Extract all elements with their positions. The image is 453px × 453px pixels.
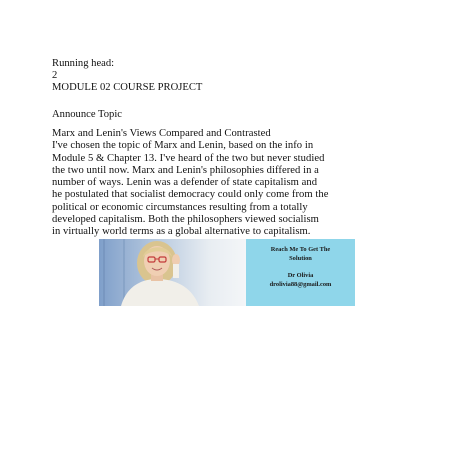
page-number: 2 [52, 70, 58, 81]
promo-banner[interactable] [99, 239, 355, 306]
document-header [52, 58, 202, 94]
body-line: number of ways. Lenin was a defender of state capitalism and [52, 177, 318, 189]
woman-photo-illustration [99, 239, 246, 306]
promo-line-1: Reach Me To Get The [270, 246, 331, 253]
contact-panel[interactable] [246, 239, 355, 306]
section-label: Announce Topic [52, 109, 122, 120]
contact-name: Dr Olivia [287, 272, 314, 279]
running-head: Running head: [52, 58, 115, 69]
body-line: developed capitalism. Both the philosophers viewed socialism [52, 214, 319, 226]
body-line: Marx and Lenin's Views Compared and Contrasted [52, 128, 271, 139]
body-line: Module 5 & Chapter 13. I've heard of the two but never studied [52, 152, 325, 164]
document-title: MODULE 02 COURSE PROJECT [52, 82, 203, 93]
contact-email[interactable]: drolivia88@gmail.com [269, 280, 332, 288]
body-line: I've chosen the topic of Marx and Lenin, based on the info in [52, 140, 314, 152]
promo-line-2: Solution [289, 254, 312, 262]
body-line: in virtually world terms as a global alternative to capitalism. [52, 226, 311, 238]
body-line: political or economic circumstances resulting from a totally [52, 201, 308, 213]
body-line: he postulated that socialist democracy could only come from the [52, 189, 329, 201]
body-line: the two until now. Marx and Lenin's philosophies differed in a [52, 164, 319, 176]
woman-photo-image [99, 239, 246, 306]
body-paragraph [52, 128, 402, 239]
